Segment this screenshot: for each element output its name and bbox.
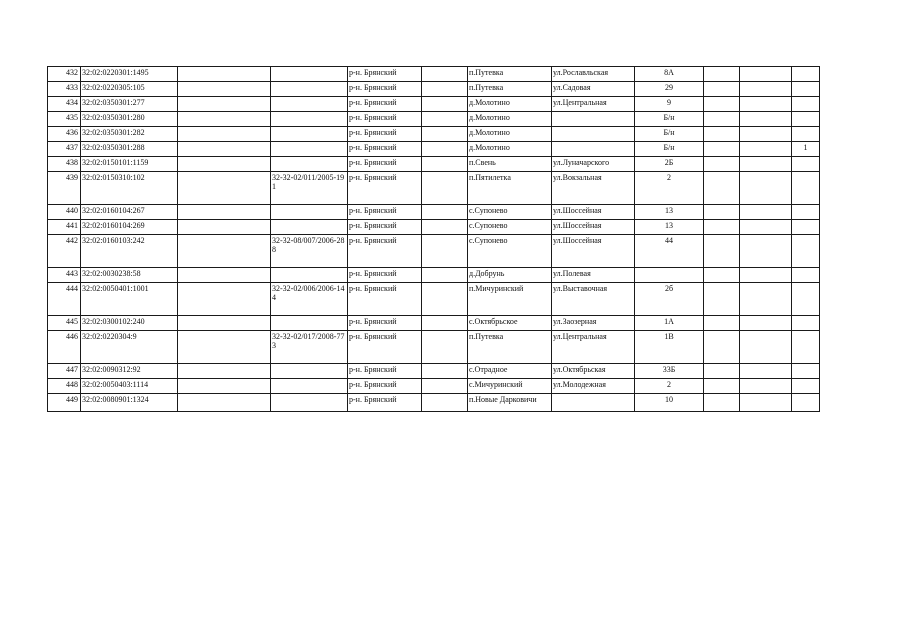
street-cell: ул.Шоссейная [552, 205, 635, 220]
table-row [48, 316, 820, 331]
street-cell: ул.Рославльская [552, 67, 635, 82]
empty-cell [740, 142, 792, 157]
district-cell: р-н. Брянский [348, 127, 422, 142]
district-cell: р-н. Брянский [348, 316, 422, 331]
district-cell: р-н. Брянский [348, 172, 422, 205]
row-number-cell: 435 [48, 112, 81, 127]
registration-number-cell [271, 316, 348, 331]
house-number-cell: 13 [635, 220, 704, 235]
locality-cell: п.Свень [468, 157, 552, 172]
empty-cell [740, 97, 792, 112]
empty-cell [704, 157, 740, 172]
empty-cell [740, 157, 792, 172]
table-row [48, 331, 820, 364]
empty-cell [704, 316, 740, 331]
flag-cell [792, 316, 820, 331]
house-number-cell: Б/н [635, 127, 704, 142]
empty-cell [422, 205, 468, 220]
street-cell: ул.Вокзальная [552, 172, 635, 205]
row-number-cell: 449 [48, 394, 81, 412]
house-number-cell: Б/н [635, 112, 704, 127]
empty-cell [422, 112, 468, 127]
street-cell: ул.Луначарского [552, 157, 635, 172]
table-row [48, 112, 820, 127]
empty-cell [704, 142, 740, 157]
locality-cell: с.Отрадное [468, 364, 552, 379]
empty-cell [704, 82, 740, 97]
row-number-cell: 440 [48, 205, 81, 220]
cadastral-number-cell: 32:02:0150310:102 [81, 172, 178, 205]
house-number-cell: 13 [635, 205, 704, 220]
empty-cell [704, 235, 740, 268]
empty-cell [740, 379, 792, 394]
empty-cell [422, 172, 468, 205]
cadastral-number-cell: 32:02:0080901:1324 [81, 394, 178, 412]
registration-number-cell [271, 205, 348, 220]
table-row [48, 67, 820, 82]
district-cell: р-н. Брянский [348, 112, 422, 127]
empty-cell [178, 67, 271, 82]
flag-cell: 1 [792, 142, 820, 157]
street-cell: ул.Выставочная [552, 283, 635, 316]
empty-cell [422, 97, 468, 112]
empty-cell [178, 220, 271, 235]
row-number-cell: 437 [48, 142, 81, 157]
street-cell: ул.Октябрьская [552, 364, 635, 379]
empty-cell [178, 268, 271, 283]
table-row [48, 172, 820, 205]
row-number-cell: 433 [48, 82, 81, 97]
row-number-cell: 432 [48, 67, 81, 82]
empty-cell [740, 394, 792, 412]
empty-cell [178, 172, 271, 205]
registration-number-cell [271, 82, 348, 97]
table-row [48, 97, 820, 112]
district-cell: р-н. Брянский [348, 268, 422, 283]
district-cell: р-н. Брянский [348, 283, 422, 316]
table-row [48, 220, 820, 235]
house-number-cell: 2 [635, 172, 704, 205]
street-cell [552, 142, 635, 157]
empty-cell [178, 82, 271, 97]
flag-cell [792, 268, 820, 283]
flag-cell [792, 331, 820, 364]
empty-cell [704, 379, 740, 394]
empty-cell [740, 331, 792, 364]
street-cell: ул.Молодежная [552, 379, 635, 394]
locality-cell: д.Добрунь [468, 268, 552, 283]
flag-cell [792, 82, 820, 97]
house-number-cell: 9 [635, 97, 704, 112]
district-cell: р-н. Брянский [348, 142, 422, 157]
locality-cell: с.Супонево [468, 220, 552, 235]
empty-cell [422, 82, 468, 97]
flag-cell [792, 112, 820, 127]
locality-cell: с.Октябрьское [468, 316, 552, 331]
locality-cell: п.Путевка [468, 67, 552, 82]
house-number-cell: 33Б [635, 364, 704, 379]
empty-cell [178, 283, 271, 316]
cadastral-number-cell: 32:02:0050401:1001 [81, 283, 178, 316]
empty-cell [422, 316, 468, 331]
empty-cell [422, 157, 468, 172]
empty-cell [740, 205, 792, 220]
locality-cell: п.Путевка [468, 82, 552, 97]
empty-cell [422, 379, 468, 394]
table-row [48, 364, 820, 379]
house-number-cell: Б/н [635, 142, 704, 157]
table-row [48, 283, 820, 316]
registration-number-cell [271, 142, 348, 157]
empty-cell [704, 331, 740, 364]
locality-cell: с.Мичуринский [468, 379, 552, 394]
locality-cell: с.Супонево [468, 205, 552, 220]
table-body [48, 67, 820, 412]
registration-number-cell [271, 394, 348, 412]
empty-cell [740, 172, 792, 205]
locality-cell: д.Молотино [468, 142, 552, 157]
house-number-cell: 29 [635, 82, 704, 97]
locality-cell: д.Молотино [468, 127, 552, 142]
empty-cell [704, 394, 740, 412]
table-row [48, 82, 820, 97]
district-cell: р-н. Брянский [348, 379, 422, 394]
empty-cell [422, 364, 468, 379]
empty-cell [422, 268, 468, 283]
district-cell: р-н. Брянский [348, 82, 422, 97]
empty-cell [422, 127, 468, 142]
empty-cell [704, 112, 740, 127]
empty-cell [422, 394, 468, 412]
empty-cell [704, 205, 740, 220]
street-cell: ул.Заозерная [552, 316, 635, 331]
empty-cell [178, 364, 271, 379]
empty-cell [178, 127, 271, 142]
row-number-cell: 447 [48, 364, 81, 379]
house-number-cell: 8А [635, 67, 704, 82]
registration-number-cell [271, 268, 348, 283]
locality-cell: с.Супонево [468, 235, 552, 268]
cadastral-number-cell: 32:02:0160103:242 [81, 235, 178, 268]
empty-cell [422, 331, 468, 364]
district-cell: р-н. Брянский [348, 235, 422, 268]
locality-cell: д.Молотино [468, 97, 552, 112]
empty-cell [704, 67, 740, 82]
locality-cell: д.Молотино [468, 112, 552, 127]
locality-cell: п.Путевка [468, 331, 552, 364]
empty-cell [704, 220, 740, 235]
empty-cell [704, 283, 740, 316]
registration-number-cell [271, 220, 348, 235]
house-number-cell: 10 [635, 394, 704, 412]
house-number-cell: 1В [635, 331, 704, 364]
street-cell [552, 394, 635, 412]
row-number-cell: 436 [48, 127, 81, 142]
empty-cell [422, 283, 468, 316]
flag-cell [792, 127, 820, 142]
empty-cell [178, 157, 271, 172]
district-cell: р-н. Брянский [348, 331, 422, 364]
street-cell: ул.Полевая [552, 268, 635, 283]
house-number-cell: 2б [635, 283, 704, 316]
flag-cell [792, 205, 820, 220]
house-number-cell: 44 [635, 235, 704, 268]
registration-number-cell [271, 127, 348, 142]
flag-cell [792, 172, 820, 205]
empty-cell [704, 268, 740, 283]
cadastral-number-cell: 32:02:0090312:92 [81, 364, 178, 379]
street-cell: ул.Садовая [552, 82, 635, 97]
house-number-cell: 2Б [635, 157, 704, 172]
cadastral-number-cell: 32:02:0050403:1114 [81, 379, 178, 394]
row-number-cell: 448 [48, 379, 81, 394]
empty-cell [178, 112, 271, 127]
row-number-cell: 445 [48, 316, 81, 331]
street-cell [552, 127, 635, 142]
table-row [48, 205, 820, 220]
row-number-cell: 439 [48, 172, 81, 205]
empty-cell [740, 112, 792, 127]
empty-cell [422, 142, 468, 157]
empty-cell [178, 205, 271, 220]
empty-cell [178, 331, 271, 364]
table-row [48, 127, 820, 142]
empty-cell [704, 97, 740, 112]
table-row [48, 157, 820, 172]
registration-number-cell [271, 67, 348, 82]
cadastral-number-cell: 32:02:0030238:58 [81, 268, 178, 283]
empty-cell [740, 235, 792, 268]
cadastral-number-cell: 32:02:0220301:1495 [81, 67, 178, 82]
empty-cell [422, 235, 468, 268]
table-row [48, 379, 820, 394]
empty-cell [178, 97, 271, 112]
empty-cell [740, 364, 792, 379]
row-number-cell: 443 [48, 268, 81, 283]
registration-number-cell [271, 379, 348, 394]
empty-cell [422, 220, 468, 235]
cadastral-number-cell: 32:02:0160104:267 [81, 205, 178, 220]
flag-cell [792, 364, 820, 379]
table-row [48, 235, 820, 268]
cadastral-number-cell: 32:02:0160104:269 [81, 220, 178, 235]
locality-cell: п.Новые Дарковичи [468, 394, 552, 412]
flag-cell [792, 283, 820, 316]
locality-cell: п.Пятилетка [468, 172, 552, 205]
flag-cell [792, 97, 820, 112]
house-number-cell: 1А [635, 316, 704, 331]
registration-number-cell [271, 97, 348, 112]
cadastral-number-cell: 32:02:0220305:105 [81, 82, 178, 97]
empty-cell [704, 172, 740, 205]
table-row [48, 142, 820, 157]
flag-cell [792, 235, 820, 268]
empty-cell [178, 394, 271, 412]
district-cell: р-н. Брянский [348, 97, 422, 112]
house-number-cell [635, 268, 704, 283]
empty-cell [178, 235, 271, 268]
empty-cell [422, 67, 468, 82]
district-cell: р-н. Брянский [348, 205, 422, 220]
cadastral-number-cell: 32:02:0300102:240 [81, 316, 178, 331]
flag-cell [792, 220, 820, 235]
cadastral-number-cell: 32:02:0220304:9 [81, 331, 178, 364]
registration-number-cell: 32-32-02/017/2008-773 [271, 331, 348, 364]
registration-number-cell: 32-32-02/011/2005-191 [271, 172, 348, 205]
street-cell: ул.Центральная [552, 331, 635, 364]
row-number-cell: 441 [48, 220, 81, 235]
row-number-cell: 438 [48, 157, 81, 172]
street-cell: ул.Шоссейная [552, 220, 635, 235]
flag-cell [792, 157, 820, 172]
table-row [48, 394, 820, 412]
empty-cell [740, 268, 792, 283]
empty-cell [740, 67, 792, 82]
cadastral-number-cell: 32:02:0350301:277 [81, 97, 178, 112]
registration-number-cell [271, 157, 348, 172]
cadastral-number-cell: 32:02:0350301:282 [81, 127, 178, 142]
property-registry-table [47, 66, 820, 412]
street-cell: ул.Шоссейная [552, 235, 635, 268]
empty-cell [178, 142, 271, 157]
row-number-cell: 442 [48, 235, 81, 268]
empty-cell [740, 127, 792, 142]
street-cell [552, 112, 635, 127]
district-cell: р-н. Брянский [348, 67, 422, 82]
empty-cell [740, 82, 792, 97]
flag-cell [792, 379, 820, 394]
cadastral-number-cell: 32:02:0350301:288 [81, 142, 178, 157]
district-cell: р-н. Брянский [348, 364, 422, 379]
registration-number-cell [271, 112, 348, 127]
registration-number-cell: 32-32-08/007/2006-288 [271, 235, 348, 268]
empty-cell [740, 283, 792, 316]
row-number-cell: 446 [48, 331, 81, 364]
empty-cell [178, 316, 271, 331]
street-cell: ул.Центральная [552, 97, 635, 112]
cadastral-number-cell: 32:02:0150101:1159 [81, 157, 178, 172]
district-cell: р-н. Брянский [348, 157, 422, 172]
registration-number-cell [271, 364, 348, 379]
table-row [48, 268, 820, 283]
district-cell: р-н. Брянский [348, 220, 422, 235]
empty-cell [178, 379, 271, 394]
registration-number-cell: 32-32-02/006/2006-144 [271, 283, 348, 316]
flag-cell [792, 67, 820, 82]
row-number-cell: 444 [48, 283, 81, 316]
flag-cell [792, 394, 820, 412]
empty-cell [704, 127, 740, 142]
cadastral-number-cell: 32:02:0350301:280 [81, 112, 178, 127]
empty-cell [704, 364, 740, 379]
district-cell: р-н. Брянский [348, 394, 422, 412]
house-number-cell: 2 [635, 379, 704, 394]
locality-cell: п.Мичуринский [468, 283, 552, 316]
row-number-cell: 434 [48, 97, 81, 112]
empty-cell [740, 316, 792, 331]
empty-cell [740, 220, 792, 235]
